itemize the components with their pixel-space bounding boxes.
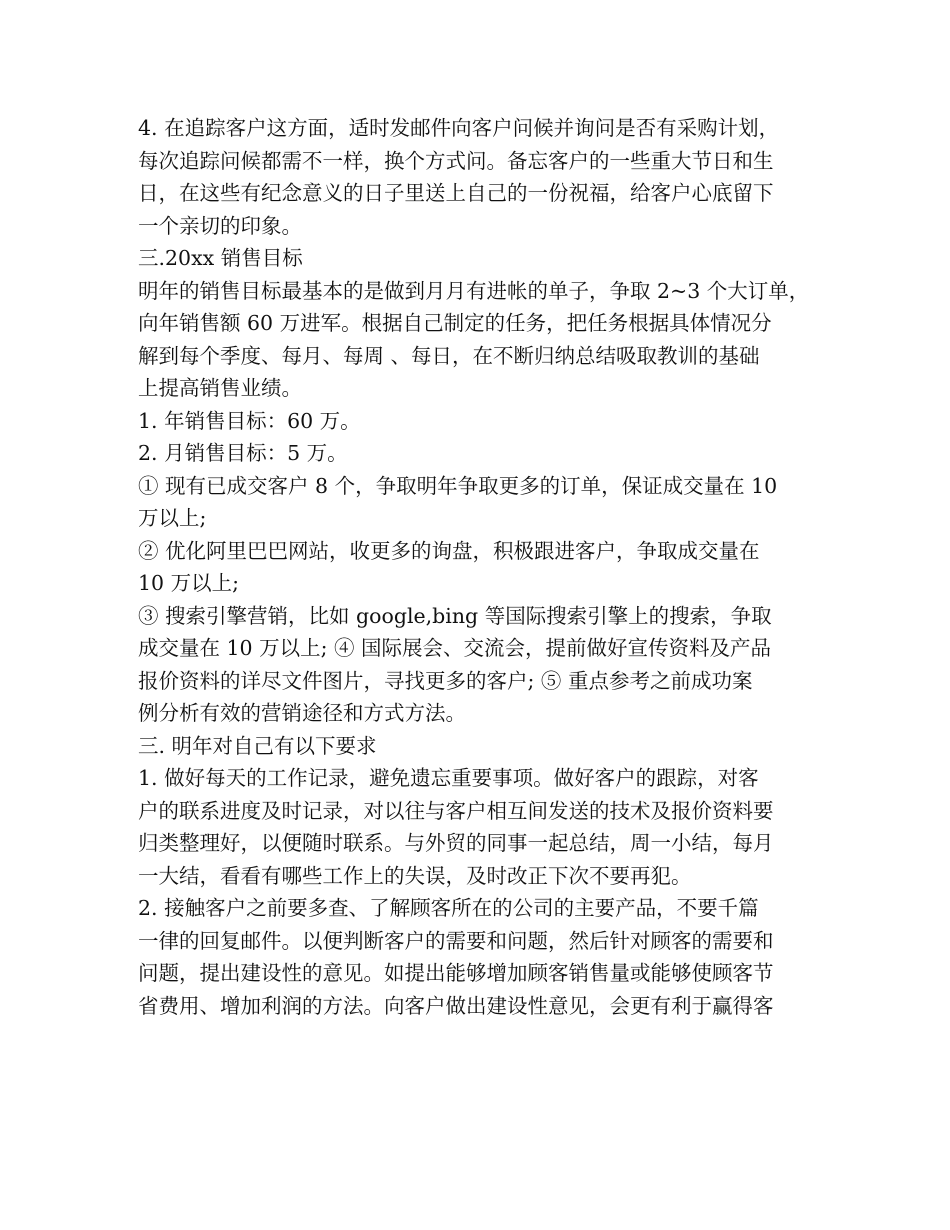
text-line: 1. 做好每天的工作记录，避免遗忘重要事项。做好客户的跟踪，对客 [138,766,759,790]
text-line: 报价资料的详尽文件图片，寻找更多的客户; ⑤ 重点参考之前成功案 [138,668,753,693]
text-line: 4. 在追踪客户这方面，适时发邮件向客户问候并询问是否有采购计划， [138,116,780,140]
text-line: 万以上; [138,506,207,530]
text-line: 1. 年销售目标：60 万。 [138,408,361,433]
text-line: 一大结，看看有哪些工作上的失误，及时改正下次不要再犯。 [138,863,692,888]
text-line: 日，在这些有纪念意义的日子里送上自己的一份祝福，给客户心底留下 [138,181,774,205]
text-line: 每次追踪问候都需不一样，换个方式问。备忘客户的一些重大节日和生 [138,148,774,173]
text-line: 解到每个季度、每月、每周 、每日，在不断归纳总结吸取教训的基础 [138,343,760,368]
section-heading: 三.20xx 销售目标 [138,246,303,270]
text-line: 10 万以上; [138,571,240,595]
text-line: 例分析有效的营销途径和方式方法。 [138,701,466,725]
text-line: 户的联系进度及时记录，对以往与客户相互间发送的技术及报价资料要 [138,798,774,823]
text-line: 一个亲切的印象。 [138,213,302,238]
document-page [138,112,818,1022]
text-line: 一律的回复邮件。以便判断客户的需要和问题，然后针对顾客的需要和 [138,928,774,953]
text-line: 归类整理好，以便随时联系。与外贸的同事一起总结，周一小结，每月 [138,831,774,855]
section-heading: 三. 明年对自己有以下要求 [138,733,377,758]
text-line: 2. 月销售目标：5 万。 [138,441,348,465]
text-line: 上提高销售业绩。 [138,376,302,400]
text-line: 成交量在 10 万以上; ④ 国际展会、交流会，提前做好宣传资料及产品 [138,636,772,660]
text-line: 明年的销售目标最基本的是做到月月有进帐的单子，争取 2~3 个大订单， [138,278,810,303]
text-line: 问题，提出建设性的意见。如提出能够增加顾客销售量或能够使顾客节 [138,961,774,985]
text-line: 2. 接触客户之前要多查、了解顾客所在的公司的主要产品，不要千篇 [138,896,759,920]
text-line: ① 现有已成交客户 8 个，争取明年争取更多的订单，保证成交量在 10 [138,473,778,498]
text-line: ③ 搜索引擎营销，比如 google,bing 等国际搜索引擎上的搜索，争取 [138,603,772,628]
text-line: 向年销售额 60 万进军。根据自己制定的任务，把任务根据具体情况分 [138,311,772,335]
text-line: ② 优化阿里巴巴网站，收更多的询盘，积极跟进客户，争取成交量在 [138,538,760,563]
text-line: 省费用、增加利润的方法。向客户做出建设性意见，会更有利于赢得客 [138,993,774,1018]
